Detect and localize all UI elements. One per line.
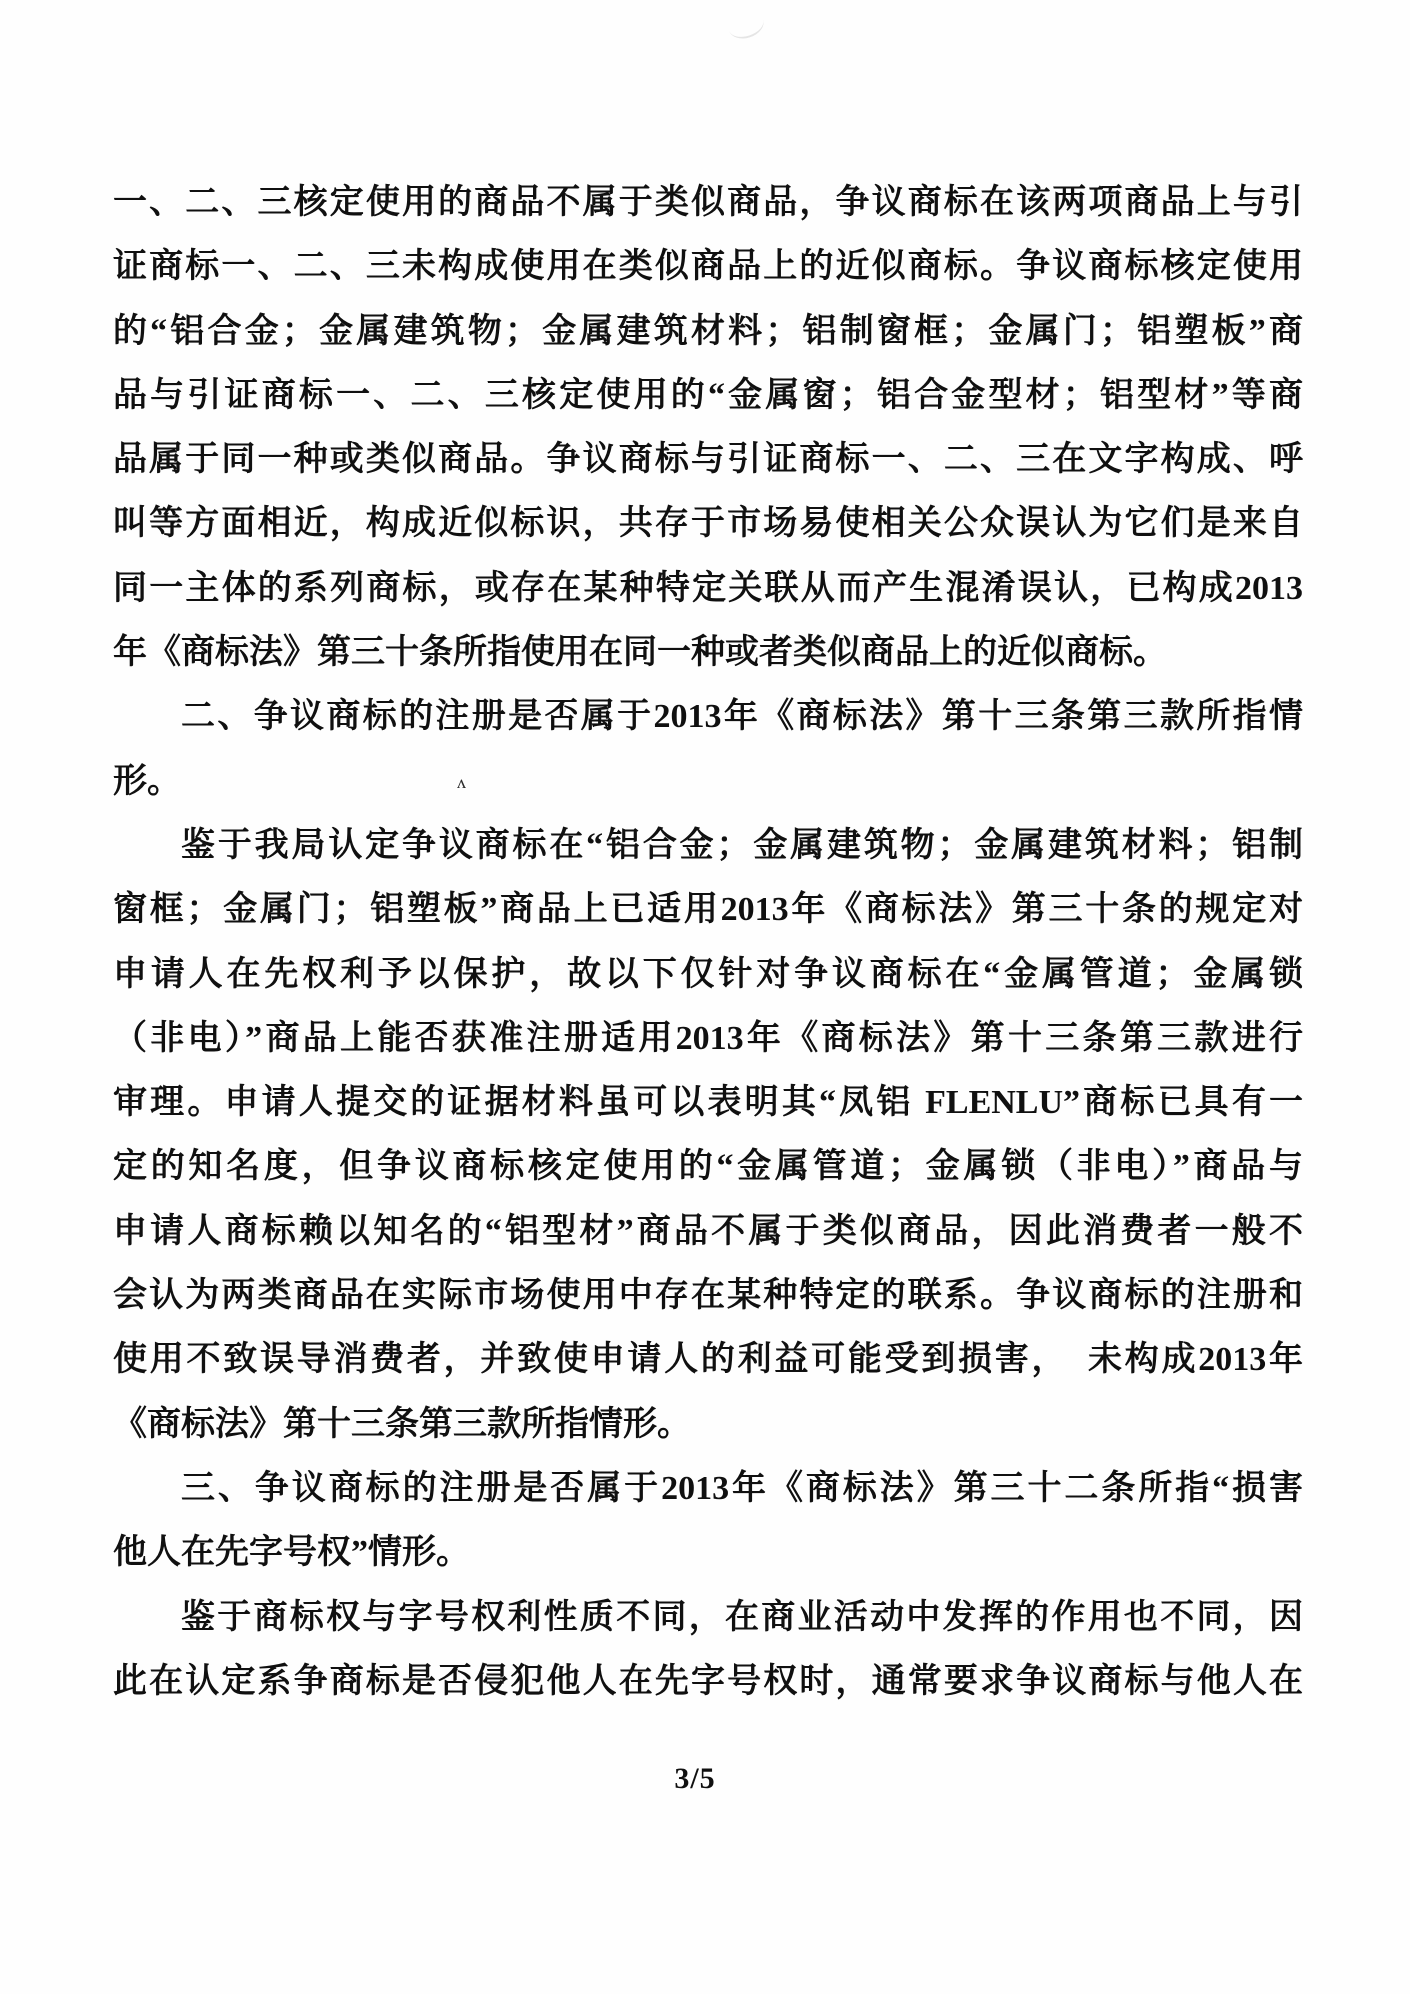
text-line: 的“铝合金；金属建筑物；金属建筑材料；铝制窗框；金属门；铝塑板”商 xyxy=(113,312,1303,350)
text-line: 同一主体的系列商标，或存在某种特定关联从而产生混淆误认，已构成2013 xyxy=(113,569,1303,607)
stray-caret-mark: ʌ xyxy=(457,772,466,792)
section-heading-3: 三、争议商标的注册是否属于2013年《商标法》第三十二条所指“损害 xyxy=(181,1469,1303,1507)
text-line: 他人在先字号权”情形。 xyxy=(113,1534,470,1572)
text-line: 窗框；金属门；铝塑板”商品上已适用2013年《商标法》第三十条的规定对 xyxy=(113,891,1303,929)
document-body-text xyxy=(113,171,1303,1714)
text-line: 使用不致误导消费者，并致使申请人的利益可能受到损害， 未构成2013年 xyxy=(113,1341,1303,1379)
text-line: 会认为两类商品在实际市场使用中存在某种特定的联系。争议商标的注册和 xyxy=(113,1277,1303,1315)
text-line: 品与引证商标一、二、三核定使用的“金属窗；铝合金型材；铝型材”等商 xyxy=(113,376,1303,414)
text-line: 形。 xyxy=(113,762,181,800)
text-line: 叫等方面相近，构成近似标识，共存于市场易使相关公众误认为它们是来自 xyxy=(113,505,1303,543)
text-line: 申请人在先权利予以保护，故以下仅针对争议商标在“金属管道；金属锁 xyxy=(113,955,1303,993)
scan-smudge-artifact-top xyxy=(725,7,767,43)
text-line: 品属于同一种或类似商品。争议商标与引证商标一、二、三在文字构成、呼 xyxy=(113,441,1303,479)
text-line: 年《商标法》第三十条所指使用在同一种或者类似商品上的近似商标。 xyxy=(113,634,1167,672)
text-line: 《商标法》第十三条第三款所指情形。 xyxy=(113,1405,691,1443)
text-line: （非电）”商品上能否获准注册适用2013年《商标法》第十三条第三款进行 xyxy=(113,1019,1303,1057)
text-line: 一、二、三核定使用的商品不属于类似商品，争议商标在该两项商品上与引 xyxy=(113,184,1303,221)
text-line: 鉴于我局认定争议商标在“铝合金；金属建筑物；金属建筑材料；铝制 xyxy=(181,826,1303,864)
text-line: 证商标一、二、三未构成使用在类似商品上的近似商标。争议商标核定使用 xyxy=(113,248,1303,286)
section-heading-2: 二、争议商标的注册是否属于2013年《商标法》第十三条第三款所指情 xyxy=(181,698,1303,736)
text-line: 定的知名度，但争议商标核定使用的“金属管道；金属锁（非电）”商品与 xyxy=(113,1148,1303,1186)
text-line: 申请人商标赖以知名的“铝型材”商品不属于类似商品，因此消费者一般不 xyxy=(113,1212,1303,1250)
text-line: 此在认定系争商标是否侵犯他人在先字号权时，通常要求争议商标与他人在 xyxy=(113,1662,1303,1700)
text-line: 鉴于商标权与字号权利性质不同，在商业活动中发挥的作用也不同，因 xyxy=(181,1598,1303,1636)
page-number: 3/5 xyxy=(674,1762,716,1795)
text-line: 审理。申请人提交的证据材料虽可以表明其“凤铝 FLENLU”商标已具有一 xyxy=(113,1084,1303,1122)
